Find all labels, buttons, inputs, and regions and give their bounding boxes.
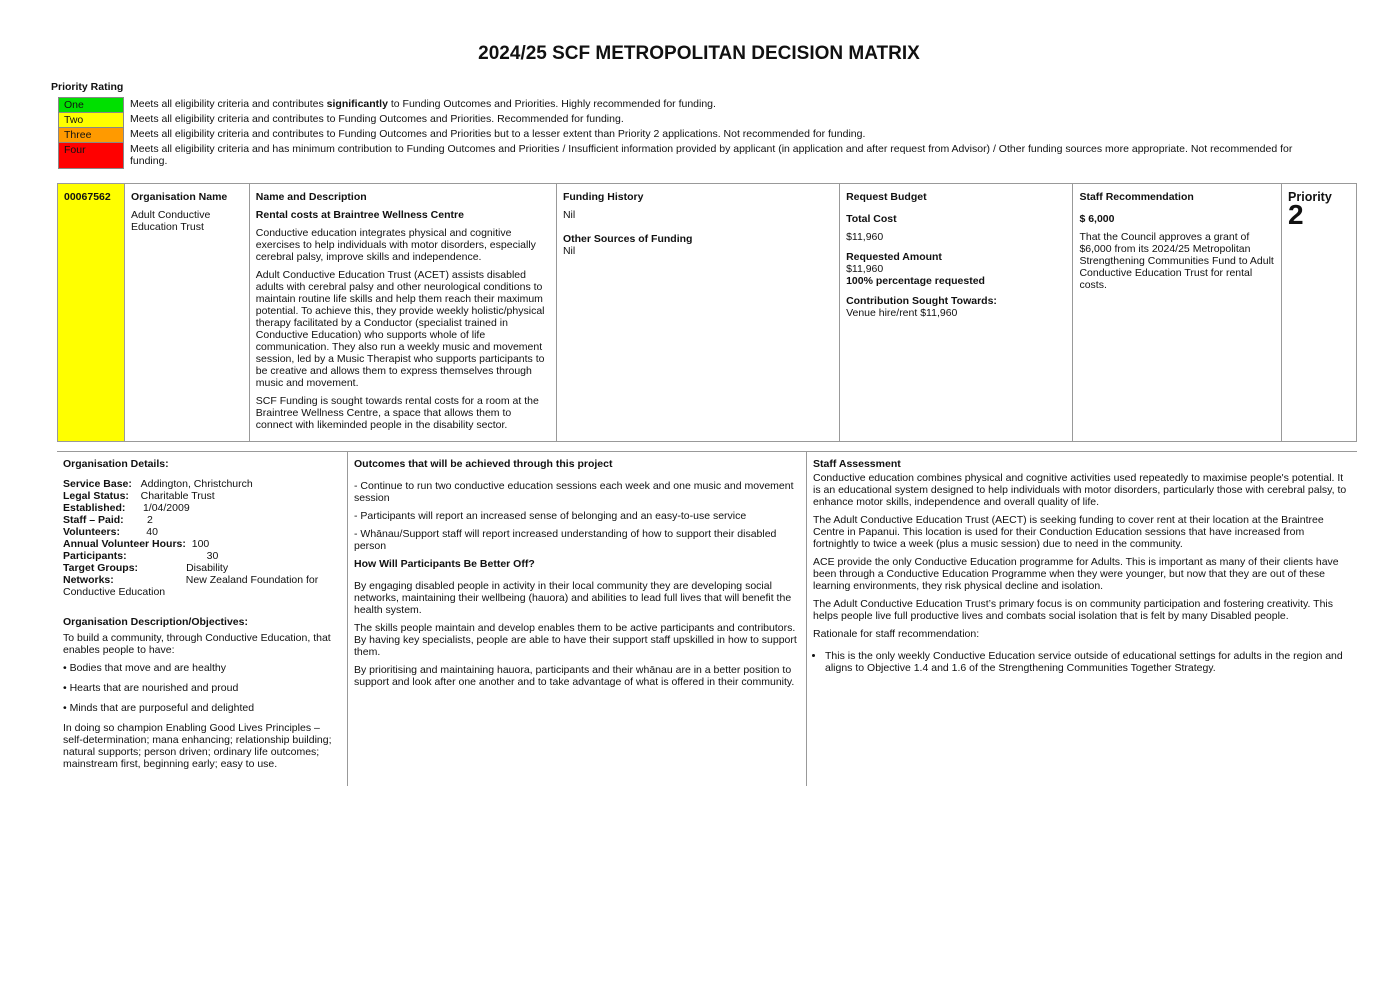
org-bullet-1: • Bodies that move and are healthy <box>63 662 227 674</box>
funding-history-value: Nil <box>562 209 576 221</box>
legend-row-four <box>58 142 1328 169</box>
staff-recommendation-amount: $ 6,000 <box>1079 213 1115 225</box>
legend-swatch-one: One <box>58 97 124 112</box>
org-description-heading: Organisation Description/Objectives: <box>63 616 248 628</box>
application-id: 00067562 <box>64 191 111 203</box>
legend-text-two: Meets all eligibility criteria and contributes to Funding Outcomes and Priorities. Recommended for funding. <box>130 113 624 125</box>
better-off-heading: How Will Participants Be Better Off? <box>354 558 535 570</box>
legend-row-two <box>58 112 1328 127</box>
total-cost-value: $11,960 <box>846 231 884 243</box>
requested-amount-value: $11,960 <box>846 263 884 275</box>
org-name-header: Organisation Name <box>130 191 228 203</box>
org-name-cell <box>124 184 249 442</box>
funding-history-header: Funding History <box>562 191 644 203</box>
detail-established: Established: 1/04/2009 <box>63 502 190 514</box>
other-sources-header: Other Sources of Funding <box>562 233 693 245</box>
request-budget-cell <box>840 184 1073 442</box>
better-off-para-1: By engaging disabled people in activity in their local community they are developing social networks, maintaining their wellbeing (hauora) and abilities to lead full lives that will benefit the health system. <box>354 580 792 616</box>
better-off-para-2: The skills people maintain and develop enables them to be active participants and contributors. By having key specialists, people are able to have their support staff upskilled in how to support them. <box>354 622 797 658</box>
application-id-cell <box>58 184 125 442</box>
name-description-cell <box>249 184 556 442</box>
detail-staff-paid: Staff – Paid: 2 <box>63 514 153 526</box>
legend-text-three: Meets all eligibility criteria and contributes to Funding Outcomes and Priorities but to a lesser extent than Priority 2 applications. Not recommended for funding. <box>130 128 866 140</box>
org-name: Adult Conductive Education Trust <box>130 209 211 233</box>
detail-participants: Participants: 30 <box>63 550 219 562</box>
description-para-2: Adult Conductive Education Trust (ACET) assists disabled adults with cerebral palsy and other neurological conditions to maintain routine life skills and help them reach their maximum potential. To achieve this, they provide weekly holistic/physical therapy facilitated by a Conductor (specialist trained in Conductive Education) who supports whole of life communication. They also run a weekly music and movement session, led by a Music Therapist who supports participants to be creative and allows them to express themselves through music and movement. <box>255 269 545 389</box>
total-cost-label: Total Cost <box>846 213 897 225</box>
rationale-list <box>813 650 1351 674</box>
priority-header: Priority <box>1288 190 1332 204</box>
other-sources-value: Nil <box>562 245 576 257</box>
outcome-item-3: - Whānau/Support staff will report increased understanding of how to support their disabled person <box>354 528 777 552</box>
org-description-outro: In doing so champion Enabling Good Lives Principles – self-determination; mana enhancing; relationship building; natural supports; person driven; ordinary life outcomes; mainstream first, beginning early; easy to use. <box>63 722 332 770</box>
staff-assessment-column <box>807 452 1357 786</box>
legend-row-one <box>58 97 1328 112</box>
legend-swatch-two: Two <box>58 112 124 127</box>
priority-cell <box>1282 184 1357 442</box>
outcome-item-2: - Participants will report an increased sense of belonging and an easy-to-use service <box>354 510 747 522</box>
page-title: 2024/25 SCF METROPOLITAN DECISION MATRIX <box>478 43 920 64</box>
detail-networks: Networks: New Zealand Foundation for Conductive Education <box>63 574 319 598</box>
request-budget-header: Request Budget <box>846 191 927 203</box>
percentage-requested: 100% percentage requested <box>846 275 985 287</box>
legend-text-one: Meets all eligibility criteria and contributes significantly to Funding Outcomes and Priorities. Highly recommended for funding. <box>130 98 716 110</box>
assessment-para-3: ACE provide the only Conductive Education programme for Adults. This is important as many of their clients have been through a Conductive Education Programme when they were younger, but now that they are out of these learning environments, they risk physical decline and isolation. <box>813 556 1339 592</box>
detail-legal-status: Legal Status: Charitable Trust <box>63 490 215 502</box>
detail-volunteers: Volunteers: 40 <box>63 526 158 538</box>
priority-value: 2 <box>1288 199 1304 230</box>
details-section <box>57 451 1357 786</box>
description-para-3: SCF Funding is sought towards rental costs for a room at the Braintree Wellness Centre, a space that allows them to connect with likeminded people in the disability sector. <box>255 395 539 431</box>
assessment-para-2: The Adult Conductive Education Trust (AECT) is seeking funding to cover rent at their location at the Braintree Centre in Papanui. This location is used for their Conduction Education sessions that have increased from fortnightly to twice a week (plus a music session) due to need in the community. <box>813 514 1324 550</box>
legend-swatch-three: Three <box>58 127 124 142</box>
application-table <box>57 183 1357 442</box>
contribution-label: Contribution Sought Towards: <box>846 295 997 307</box>
name-description-header: Name and Description <box>255 191 367 203</box>
org-description-intro: To build a community, through Conductive Education, that enables people to have: <box>63 632 331 656</box>
contribution-value: Venue hire/rent $11,960 <box>846 307 958 319</box>
org-bullet-3: • Minds that are purposeful and delighted <box>63 702 255 714</box>
project-title: Rental costs at Braintree Wellness Centre <box>255 209 464 221</box>
org-details-list <box>63 478 341 598</box>
assessment-para-1: Conductive education combines physical and cognitive activities used repeatedly to maximise people's potential. It is an educational system designed to help individuals with motor disorders, particularly those with cerebral palsy, to enhance motor skills, independence and overall quality of life. <box>813 472 1347 508</box>
detail-volunteer-hours: Annual Volunteer Hours: 100 <box>63 538 210 550</box>
organisation-details-column <box>57 452 348 786</box>
requested-amount-label: Requested Amount <box>846 251 942 263</box>
rationale-label: Rationale for staff recommendation: <box>813 628 980 640</box>
outcomes-heading: Outcomes that will be achieved through this project <box>354 458 613 470</box>
funding-history-cell <box>556 184 839 442</box>
priority-legend <box>58 97 1328 169</box>
staff-recommendation-header: Staff Recommendation <box>1079 191 1194 203</box>
staff-recommendation-text: That the Council approves a grant of $6,000 from its 2024/25 Metropolitan Strengthening Communities Fund to Adult Conductive Education Trust for rental costs. <box>1079 231 1274 291</box>
outcome-item-1: - Continue to run two conductive education sessions each week and one music and movement session <box>354 480 794 504</box>
detail-service-base: Service Base: Addington, Christchurch <box>63 478 253 490</box>
legend-text-four: Meets all eligibility criteria and has minimum contribution to Funding Outcomes and Priorities / Insufficient information provided by applicant (in application and after request from Advisor) / Other funding sources more appropriate. Not recommended for funding. <box>130 143 1293 167</box>
staff-assessment-heading: Staff Assessment <box>813 458 901 470</box>
detail-target-groups: Target Groups: Disability <box>63 562 229 574</box>
outcomes-column <box>348 452 807 786</box>
org-bullet-2: • Hearts that are nourished and proud <box>63 682 239 694</box>
legend-row-three <box>58 127 1328 142</box>
legend-swatch-four: Four <box>58 142 124 169</box>
org-details-heading: Organisation Details: <box>63 458 169 470</box>
priority-rating-heading: Priority Rating <box>51 81 124 93</box>
assessment-para-4: The Adult Conductive Education Trust’s primary focus is on community participation and fostering creativity. This helps people live full productive lives and combats social isolation that is felt by many Disabled people. <box>813 598 1333 622</box>
better-off-para-3: By prioritising and maintaining hauora, participants and their whānau are in a better position to support and look after one another and to take advantage of what is offered in their community. <box>354 664 795 688</box>
staff-recommendation-cell <box>1073 184 1282 442</box>
description-para-1: Conductive education integrates physical and cognitive exercises to help individuals with motor disorders, especially cerebral palsy, improve skills and independence. <box>255 227 536 263</box>
rationale-bullet-1: • This is the only weekly Conductive Education service outside of educational settings for adults in the region and aligns to Objective 1.4 and 1.6 of the Strengthening Communities Together Strategy. <box>825 650 1351 674</box>
